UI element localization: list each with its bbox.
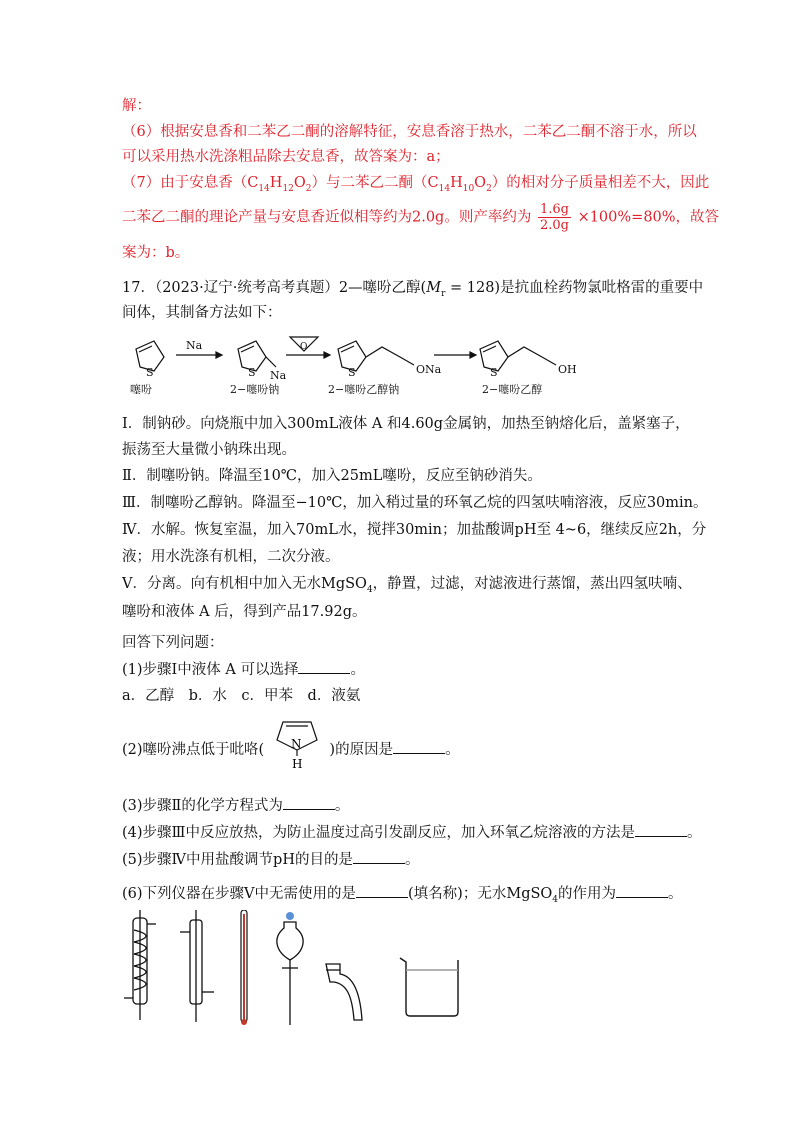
spiral-condenser-icon — [120, 910, 160, 1026]
sulfur-label-2: S — [248, 366, 256, 379]
separatory-funnel-icon — [270, 910, 310, 1030]
thiophene-sodium-label: 2−噻吩钠 — [230, 383, 280, 396]
thiophene-ethanol-label: 2−噻吩乙醇 — [482, 383, 543, 396]
ona-label: ONa — [416, 363, 442, 376]
sulfur-label-1: S — [146, 366, 154, 379]
answer-blank-2[interactable] — [393, 739, 445, 754]
question-header: 17．（2023·辽宁·统考高考真题）2—噻吩乙醇$(M_r = 128)$是抗血栓药物氯吡格雷的重要中 — [122, 280, 704, 299]
svg-text:H: H — [291, 757, 303, 770]
question-header-2: 间体，其制备方法如下： — [122, 305, 282, 321]
beaker-icon — [398, 954, 464, 1018]
reagent-na: Na — [186, 339, 203, 352]
step-5-line1: Ⅴ．分离。向有机相中加入无水MgSO$_4$，静置，过滤，对滤液进行蒸馏，蒸出四氢呋喃、 — [122, 576, 692, 595]
epoxide-o: O — [300, 342, 308, 352]
thermometer-icon — [236, 910, 252, 1030]
question-1: (1)步骤Ⅰ中液体 A 可以选择 。 — [122, 659, 365, 680]
solution-p7-line1: （7）由于安息香$(C_{14}H_{12}O_2)$与二苯乙二酮$(C_{14}H_{10}O_2)$的相对分子质量相差不大，因此 — [122, 175, 710, 194]
solution-p7-line2: 二苯乙二酮的理论产量与安息香近似相等约为2.0g。则产率约为 $\frac{1.6g}{2.0g}$ ×100%=80%，故答 — [122, 202, 720, 233]
solution-label: 解： — [122, 98, 151, 114]
step-4-line2: 液；用水洗涤有机相，二次分液。 — [122, 549, 340, 565]
question-3: (3)步骤Ⅱ的化学方程式为 。 — [122, 795, 349, 816]
na-label: Na — [270, 369, 287, 382]
answer-blank-3[interactable] — [283, 795, 335, 810]
thiophene-label: 噻吩 — [130, 383, 152, 396]
solution-p6-line1: （6）根据安息香和二苯乙二酮的溶解特征，安息香溶于热水，二苯乙二酮不溶于水，所以 — [122, 124, 697, 140]
sulfur-label-4: S — [490, 366, 498, 379]
step-3: Ⅲ．制噻吩乙醇钠。降温至−10℃，加入稍过量的环氧乙烷的四氢呋喃溶液，反应30min。 — [122, 495, 708, 511]
thiophene-ethanol-sodium-label: 2−噻吩乙醇钠 — [328, 383, 400, 396]
answer-blank-5[interactable] — [353, 849, 405, 864]
question-4: (4)步骤Ⅲ中反应放热，为防止温度过高引发副反应，加入环氧乙烷溶液的方法是 。 — [122, 822, 702, 843]
answer-blank-1[interactable] — [298, 659, 350, 674]
oh-label: OH — [558, 363, 577, 376]
pyrrole-structure — [269, 710, 325, 770]
yield-fraction: $\frac{1.6g}{2.0g}$ — [539, 202, 569, 233]
answer-blank-6a[interactable] — [356, 883, 408, 898]
adapter-icon — [322, 960, 366, 1024]
solution-p7-line3: 案为：b。 — [122, 245, 190, 261]
synthesis-scheme — [118, 327, 698, 407]
question-2: (2)噻吩沸点低于吡咯( N H )的原因是 。 — [122, 730, 460, 770]
step-1-line2: 振荡至大量微小钠珠出现。 — [122, 442, 296, 458]
answer-blank-6b[interactable] — [616, 883, 668, 898]
question-5: (5)步骤Ⅳ中用盐酸调节pH的目的是 。 — [122, 849, 419, 870]
straight-condenser-icon — [174, 910, 218, 1026]
solution-p6-line2: 可以采用热水洗涤粗品除去安息香，故答案为：a； — [122, 149, 450, 165]
step-1-line1: Ⅰ．制钠砂。向烧瓶中加入300mL液体 A 和4.60g金属钠，加热至钠熔化后，盖紧塞子， — [122, 416, 690, 432]
sulfur-label-3: S — [348, 366, 356, 379]
step-5-line2: 噻吩和液体 A 后，得到产品17.92g。 — [122, 604, 367, 620]
step-2: Ⅱ．制噻吩钠。降温至10℃，加入25mL噻吩，反应至钠砂消失。 — [122, 468, 542, 484]
step-4-line1: Ⅳ．水解。恢复室温，加入70mL水，搅拌30min；加盐酸调pH至 4~6，继续反应2h，分 — [122, 522, 707, 538]
svg-text:N: N — [290, 737, 302, 751]
answer-blank-4[interactable] — [635, 822, 687, 837]
question-1-options: a．乙醇 b．水 c．甲苯 d．液氨 — [122, 688, 361, 704]
answer-prompt: 回答下列问题： — [122, 635, 224, 651]
question-6: (6)下列仪器在步骤Ⅴ中无需使用的是 (填名称)；无水MgSO$_4$的作用为 。 — [122, 883, 683, 910]
